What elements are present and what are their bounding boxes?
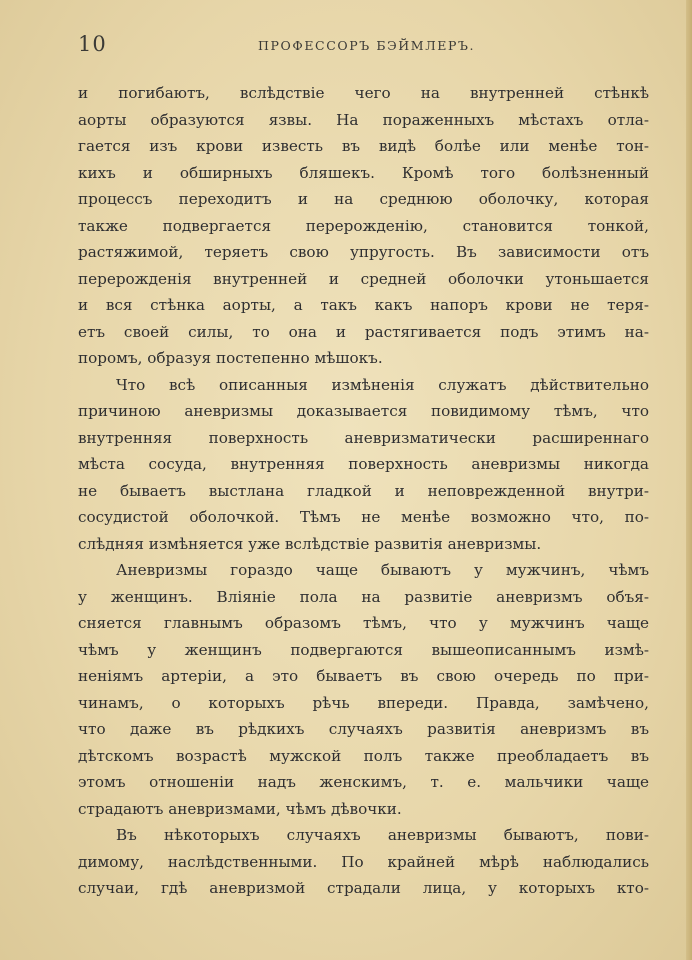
text-line: поромъ, образуя постепенно мѣшокъ. (78, 349, 383, 367)
text-line: Что всѣ описанныя измѣненія служатъ дѣйствительно (116, 375, 649, 394)
text-line: Въ нѣкоторыхъ случаяхъ аневризмы бываютъ, пови- (116, 826, 649, 844)
paragraph (78, 557, 649, 822)
text-line: не бываетъ выстлана гладкой и неповрежденной внутри- (78, 481, 649, 500)
text-line: и погибаютъ, вслѣдствіе чего на внутренней стѣнкѣ (78, 84, 649, 102)
paragraph (78, 822, 649, 902)
text-line: также подвергается перерожденію, становится тонкой, (78, 216, 649, 235)
text-line: чинамъ, о которыхъ рѣчь впереди. Правда, замѣчено, (78, 693, 649, 712)
text-line: у женщинъ. Вліяніе пола на развитіе аневризмъ объя- (78, 587, 649, 606)
text-line: димому, наслѣдственными. По крайней мѣрѣ наблюдались (78, 852, 649, 871)
running-head: ПРОФЕССОРЪ БЭЙМЛЕРЪ. (258, 38, 476, 53)
text-line: перерожденія внутренней и средней оболочки утоньшается (78, 269, 649, 288)
text-line: страдаютъ аневризмами, чѣмъ дѣвочки. (78, 799, 402, 818)
text-line: мѣста сосуда, внутренняя поверхность аневризмы никогда (78, 455, 649, 473)
page-edge (686, 0, 692, 960)
text-line: дѣтскомъ возрастѣ мужской полъ также преобладаетъ въ (78, 746, 649, 765)
text-line: чѣмъ у женщинъ подвергаются вышеописаннымъ измѣ- (78, 640, 649, 659)
text-line: гается изъ крови известь въ видѣ болѣе или менѣе тон- (78, 137, 649, 155)
text-line: аорты образуются язвы. На пораженныхъ мѣстахъ отла- (78, 110, 649, 129)
page-header (78, 32, 648, 58)
text-line: сняется главнымъ образомъ тѣмъ, что у мужчинъ чаще (78, 614, 649, 632)
paragraph (78, 80, 649, 372)
text-line: этомъ отношеніи надъ женскимъ, т. е. мальчики чаще (78, 773, 649, 791)
body-text (78, 80, 649, 902)
page-number: 10 (78, 32, 107, 56)
text-line: неніямъ артеріи, а это бываетъ въ свою очередь по при- (78, 667, 649, 685)
text-line: и вся стѣнка аорты, а такъ какъ напоръ крови не теря- (78, 296, 649, 314)
text-line: растяжимой, теряетъ свою упругость. Въ зависимости отъ (78, 243, 649, 261)
text-line: сосудистой оболочкой. Тѣмъ не менѣе возможно что, по- (78, 508, 649, 526)
text-line: Аневризмы гораздо чаще бываютъ у мужчинъ, чѣмъ (116, 561, 649, 579)
text-line: что даже въ рѣдкихъ случаяхъ развитія аневризмъ въ (78, 720, 649, 738)
text-line: внутренняя поверхность аневризматически расширеннаго (78, 428, 649, 447)
text-line: случаи, гдѣ аневризмой страдали лица, у которыхъ кто- (78, 879, 649, 897)
text-line: етъ своей силы, то она и растягивается подъ этимъ на- (78, 322, 649, 341)
text-line: процессъ переходитъ и на среднюю оболочку, которая (78, 190, 649, 208)
text-line: причиною аневризмы доказывается повидимому тѣмъ, что (78, 402, 649, 420)
text-line: кихъ и обширныхъ бляшекъ. Кромѣ того болѣзненный (78, 163, 649, 182)
text-line: слѣдняя измѣняется уже вслѣдствіе развитія аневризмы. (78, 534, 542, 553)
paragraph (78, 372, 649, 558)
